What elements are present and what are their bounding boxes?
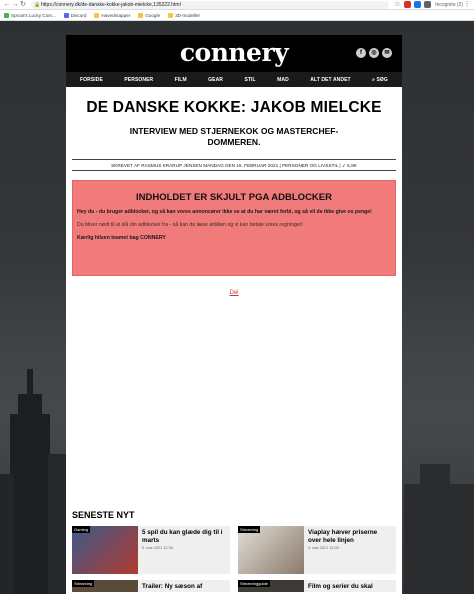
nav-search[interactable]: ⌕ SØG <box>372 76 388 83</box>
adblock-signature: Kærlig hilsen teamet bag CONNERY <box>77 235 166 241</box>
bookmarks-bar <box>0 10 474 21</box>
news-thumbnail <box>72 580 138 592</box>
extension-icon[interactable] <box>404 1 411 8</box>
incognito-label[interactable]: Incognito (2) <box>435 1 463 8</box>
adblock-text: Du bliver nødt til at slå din adblocker fra - så kan du læse artiklen og vi kan betale vores regninger! <box>77 222 303 228</box>
nav-gear[interactable]: GEAR <box>208 76 224 83</box>
news-thumbnail <box>72 526 138 574</box>
site-logo[interactable]: connery <box>179 38 289 67</box>
category-tag: Streamingguide <box>240 581 269 586</box>
star-icon[interactable]: ☆ <box>394 0 401 8</box>
latest-news-title: SENESTE NYT <box>72 510 135 520</box>
back-icon[interactable]: ← <box>3 0 11 8</box>
category-tag: Streaming <box>240 527 259 532</box>
folder-icon <box>138 13 143 18</box>
extension-icon[interactable] <box>424 1 431 8</box>
bookmark-folder[interactable]: 3D-modeller <box>168 13 200 18</box>
news-title: 5 spil du kan glæde dig til i marts <box>142 529 223 544</box>
site-container <box>66 35 402 594</box>
bookmark-folder[interactable]: Google <box>138 13 160 18</box>
folder-icon <box>94 13 99 18</box>
site-header <box>66 35 402 72</box>
article-title: DE DANSKE KOKKE: JAKOB MIELCKE <box>86 99 382 116</box>
facebook-icon[interactable]: f <box>356 48 366 58</box>
extension-icon[interactable] <box>414 1 421 8</box>
adblock-title: INDHOLDET ER SKJULT PGA ADBLOCKER <box>136 192 332 203</box>
instagram-icon[interactable]: ◎ <box>369 48 379 58</box>
reload-icon[interactable]: ↻ <box>20 0 26 8</box>
news-thumbnail <box>238 526 304 574</box>
share-link[interactable]: Del <box>229 290 239 296</box>
nav-stil[interactable]: STIL <box>244 76 256 83</box>
article <box>66 99 402 296</box>
nav-forside[interactable]: FORSIDE <box>80 76 103 83</box>
nav-personer[interactable]: PERSONER <box>124 76 154 83</box>
bookmark-folder[interactable]: Havedmapper <box>94 13 130 18</box>
news-date: 3. mar 2021 12:30 <box>142 546 173 550</box>
nav-alt-det-andet[interactable]: ALT DET ANDET <box>310 76 351 83</box>
bookmark-item[interactable]: Sprout's Lucky Com... <box>4 13 56 18</box>
forward-icon[interactable]: → <box>11 0 19 8</box>
article-meta: SKREVET AF RASMUS KRARUP JENSEN MANDAG DEN 15. FEBRUAR 2021 | PERSONER OG LIVSSTIL | ➶ 5,9K <box>72 159 396 171</box>
folder-icon <box>168 13 173 18</box>
discord-icon <box>64 13 69 18</box>
news-card[interactable] <box>238 580 396 592</box>
adblock-notice <box>72 180 396 276</box>
news-title: Film og serier du skal <box>308 583 373 590</box>
nav-film[interactable]: FILM <box>174 76 187 83</box>
menu-icon[interactable]: ⋮ <box>463 0 471 8</box>
news-card[interactable] <box>238 526 396 574</box>
url-text: https://connery.dk/de-danske-kokke-jakob-mielcke,135222.html <box>41 1 181 8</box>
nav-mad[interactable]: MAD <box>277 76 289 83</box>
news-date: 3. mar 2021 12:00 <box>308 546 339 550</box>
news-card[interactable] <box>72 580 230 592</box>
search-icon: ⌕ <box>372 76 377 83</box>
news-grid <box>72 526 396 592</box>
category-tag: Gaming <box>74 527 89 532</box>
news-card[interactable] <box>72 526 230 574</box>
news-title: Viaplay hæver priserne over hele linjen <box>308 529 378 544</box>
main-nav <box>66 72 402 87</box>
category-tag: Streaming <box>74 581 93 586</box>
mail-icon[interactable]: ✉ <box>382 48 392 58</box>
address-bar[interactable] <box>31 1 389 9</box>
social-links <box>353 48 392 58</box>
news-title: Trailer: Ny sæson af <box>142 583 203 590</box>
browser-toolbar <box>0 0 474 10</box>
bookmark-icon <box>4 13 9 18</box>
bookmark-item[interactable]: Discord <box>64 13 87 18</box>
article-subtitle: INTERVIEW MED STJERNEKOK OG MASTERCHEF-DOMMEREN. <box>129 126 339 147</box>
lock-icon: 🔒 <box>34 1 41 8</box>
latest-news <box>72 510 396 592</box>
news-thumbnail <box>238 580 304 592</box>
adblock-text: Hey du - du bruger adblocker, og så kan vores annoncører ikke se at du har været forbi, og så vil de ikke give os penge! <box>77 209 372 215</box>
